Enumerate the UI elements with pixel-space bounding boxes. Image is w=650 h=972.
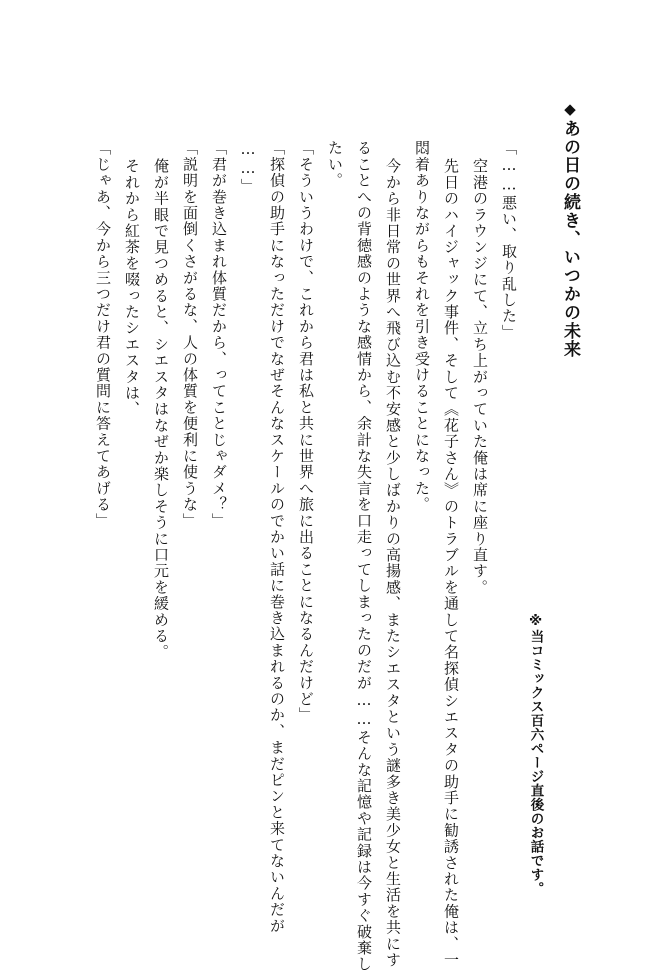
text-line-8: 「そういうわけで、これから君は私と共に世界へ旅に出ることになるんだけど」 [297,140,315,724]
text-line-10: ……」 [239,140,257,195]
text-line-4: 悶着ありながらもそれを引き受けることになった。 [413,140,431,513]
text-line-14: それから紅茶を啜ったシエスタは、 [123,158,141,418]
footnote: ※当コミックス百六ページ直後のお話です。 [527,613,544,896]
text-line-15: 「じゃあ、今から三つだけ君の質問に答えてあげる」 [94,140,112,529]
text-line-9: 「探偵の助手になっただけでなぜそんなスケールのでかい話に巻き込まれるのか、まだピンと来てないんだが [268,140,286,934]
chapter-title [561,100,578,359]
text-line-5: 今から非日常の世界へ飛び込む不安感と少しばかりの高揚感、またシエスタという謎多き美少女と生活を共にす [384,158,402,968]
text-line-7: たい。 [326,140,344,189]
text-line-1: 「……悪い、取り乱した」 [500,140,518,341]
chapter-title-text: あの日の続き、いつかの未来 [560,119,580,359]
text-line-2: 空港のラウンジにて、立ち上がっていた俺は席に座り直す。 [471,158,489,596]
text-line-6: ることへの背徳感のような感情から、余計な失言を口走ってしまったのだが……そんな記憶や記録は今すぐ破棄し [355,140,373,972]
text-line-3: 先日のハイジャック事件、そして《花子さん》のトラブルを通して名探偵シエスタの助手に勧誘された俺は、一 [442,158,460,968]
text-line-13: 俺が半眼で見つめると、シエスタはなぜか楽しそうに口元を緩める。 [152,158,170,661]
text-line-12: 「説明を面倒くさがるな、人の体質を便利に使うな」 [181,140,199,529]
diamond-marker-icon: ◆ [561,100,579,120]
text-line-11: 「君が巻き込まれ体質だから、ってことじゃダメ？」 [210,140,228,529]
